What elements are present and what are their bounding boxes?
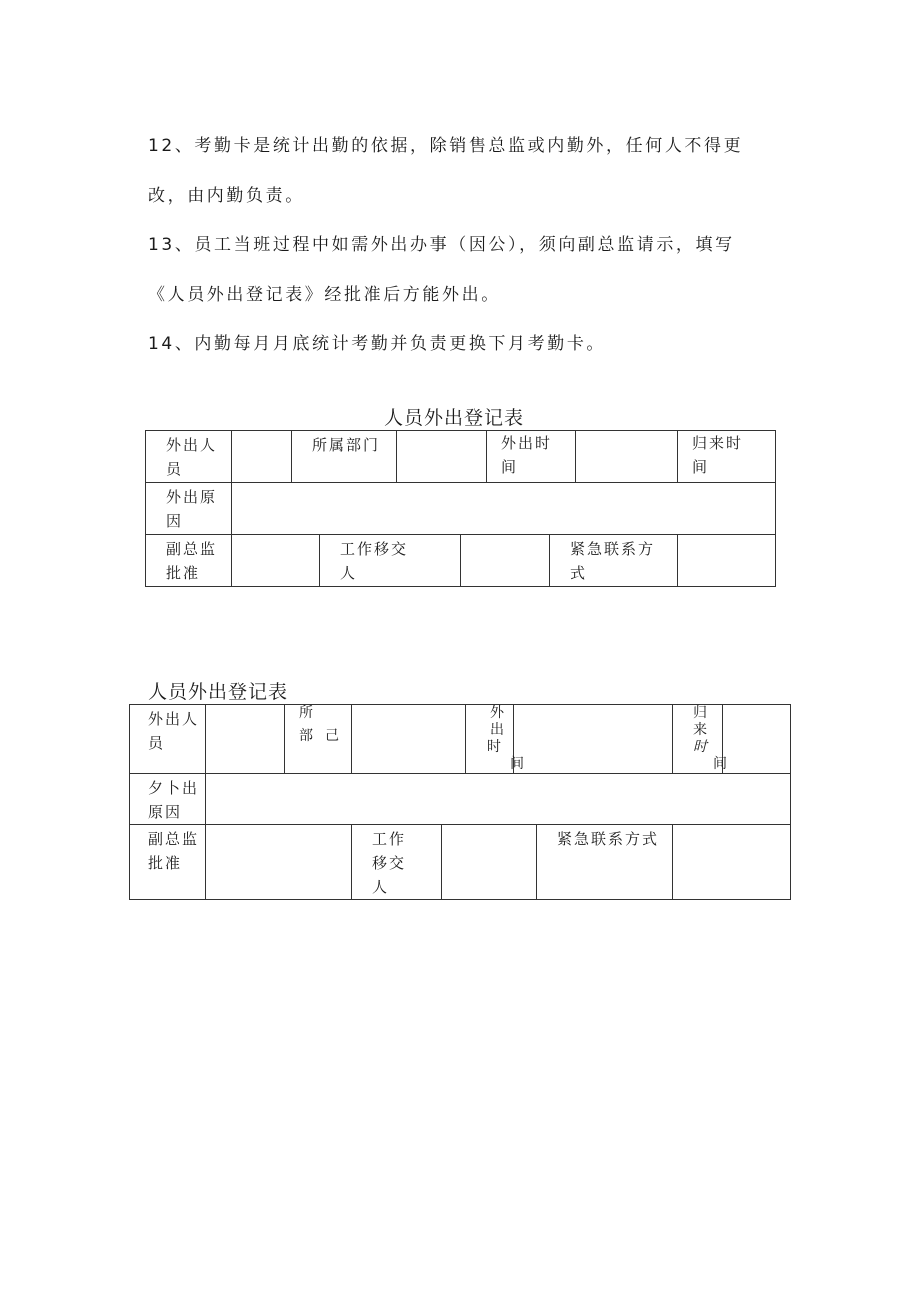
paragraph-13-line-1: 13、员工当班过程中如需外出办事（因公），须向副总监请示，填写 [148, 235, 735, 255]
form2-approval-value[interactable] [206, 825, 352, 900]
form1-dept-label: 所属部门 [292, 431, 397, 483]
form2-contact-label: 紧急联系方式 [537, 825, 673, 900]
form2-table [129, 704, 791, 900]
form1-person-value[interactable] [232, 431, 292, 483]
form2-row-3 [130, 825, 791, 900]
form2-reason-label: 夕卜出 原因 [130, 774, 206, 825]
form2-row-2 [130, 774, 791, 825]
form2-out-time-value[interactable] [514, 705, 673, 774]
form2-title: 人员外出登记表 [148, 681, 289, 703]
form2-out-time-label: 外出 时 间 [466, 705, 514, 774]
paragraph-13-line-2: 《人员外出登记表》经批准后方能外出。 [148, 285, 501, 305]
form1-reason-label: 外出原 因 [146, 483, 232, 535]
form1-return-time-label: 归来时 间 [678, 431, 776, 483]
paragraph-14: 14、内勤每月月底统计考勤并负责更换下月考勤卡。 [148, 334, 607, 354]
form2-person-label: 外出人 员 [130, 705, 206, 774]
form1-title: 人员外出登记表 [384, 407, 525, 429]
form1-row-1 [146, 431, 776, 483]
form1-handover-value[interactable] [461, 535, 550, 587]
form2-return-time-value[interactable] [723, 705, 791, 774]
form2-person-value[interactable] [206, 705, 285, 774]
form1-contact-label: 紧急联系方 式 [550, 535, 678, 587]
form1-handover-label: 工作移交 人 [320, 535, 461, 587]
form1-reason-value[interactable] [232, 483, 776, 535]
form1-approval-label: 副总监 批准 [146, 535, 232, 587]
form1-out-time-label: 外出时 间 [487, 431, 576, 483]
form1-person-label: 外出人 员 [146, 431, 232, 483]
form2-row-1 [130, 705, 791, 774]
form2-return-time-label: 归来 时 间 [673, 705, 723, 774]
form1-dept-value[interactable] [397, 431, 487, 483]
form2-reason-value[interactable] [206, 774, 791, 825]
form1-row-2 [146, 483, 776, 535]
form1-approval-value[interactable] [232, 535, 320, 587]
form1-row-3 [146, 535, 776, 587]
form2-dept-label: 所 部 己 [285, 705, 352, 774]
form1-table [145, 430, 776, 587]
form2-dept-value[interactable] [352, 705, 466, 774]
form2-handover-label: 工作 移交 人 [352, 825, 442, 900]
form2-handover-value[interactable] [442, 825, 537, 900]
paragraph-12-line-2: 改，由内勤负责。 [148, 186, 305, 206]
form2-approval-label: 副总监 批准 [130, 825, 206, 900]
form1-contact-value[interactable] [678, 535, 776, 587]
form2-contact-value[interactable] [673, 825, 791, 900]
paragraph-12-line-1: 12、考勤卡是统计出勤的依据，除销售总监或内勤外，任何人不得更 [148, 136, 744, 156]
form1-out-time-value[interactable] [576, 431, 678, 483]
